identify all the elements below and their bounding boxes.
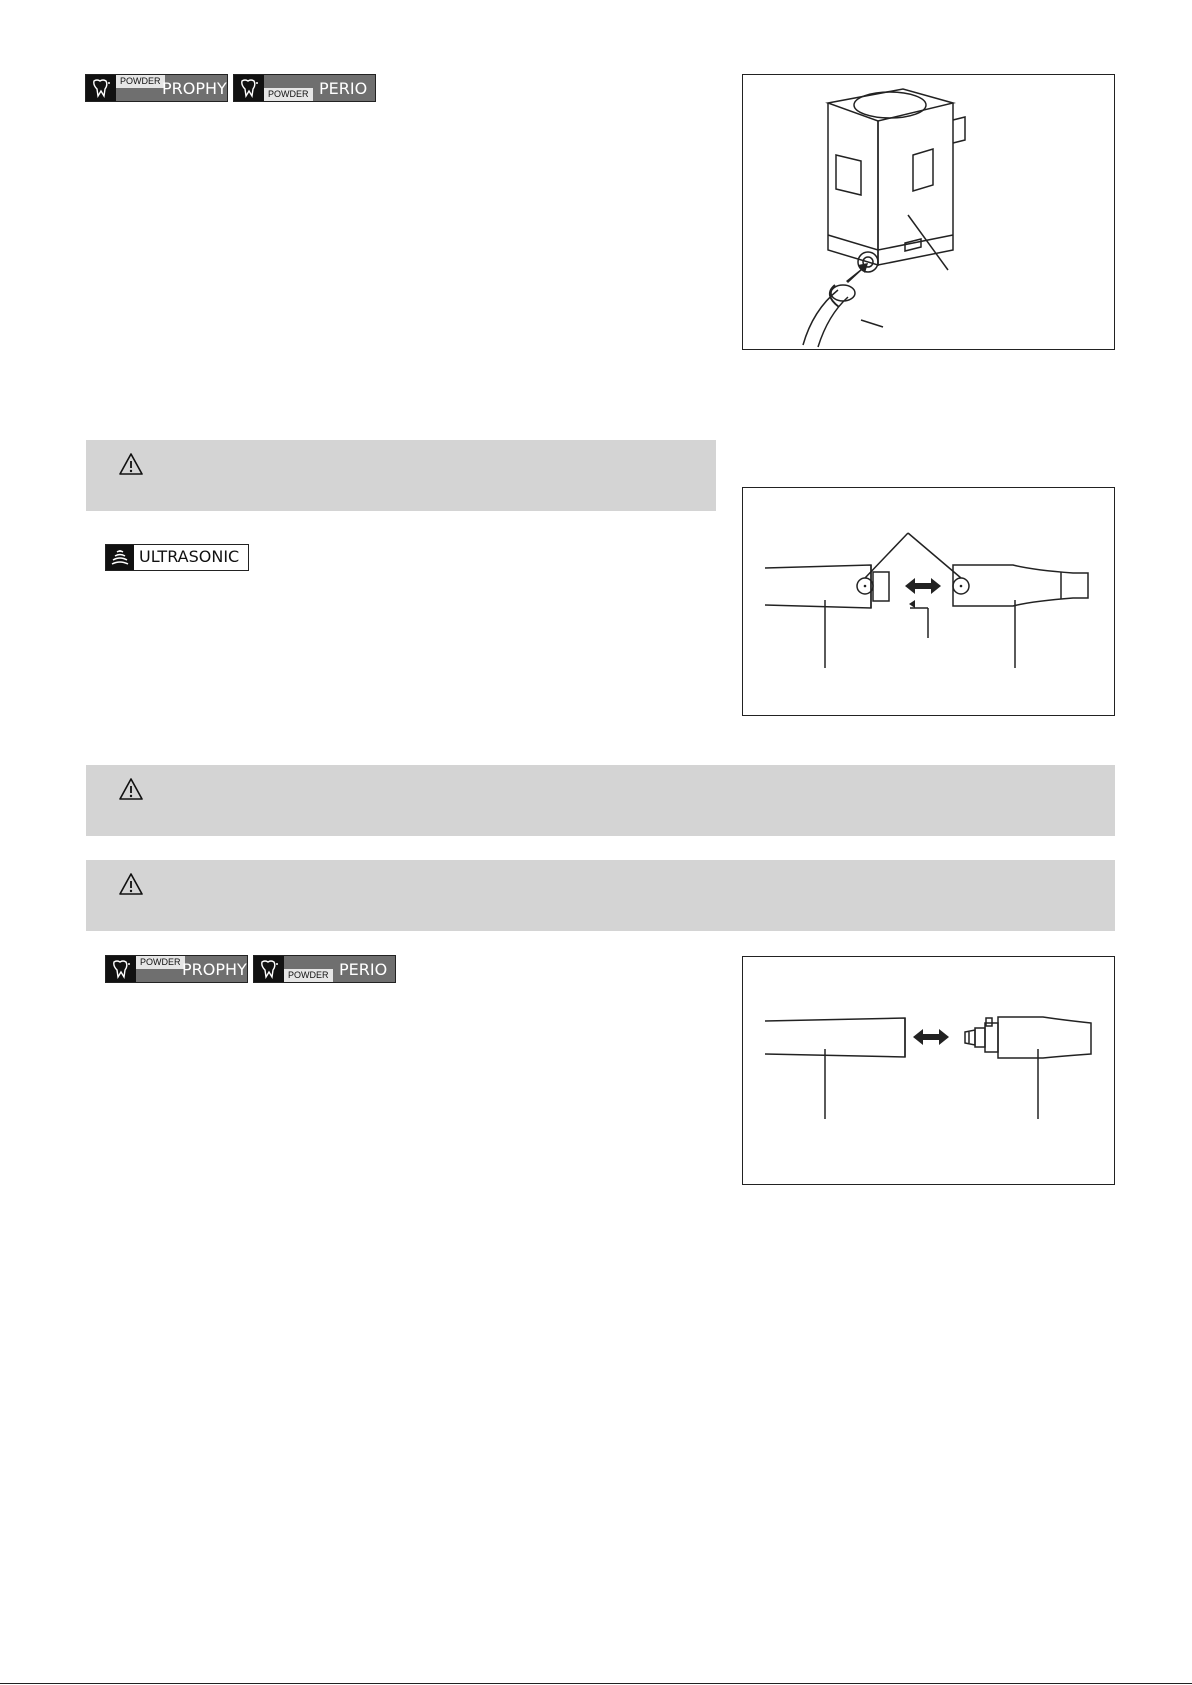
tooth-icon <box>234 75 264 101</box>
ultrasonic-badge <box>105 544 249 571</box>
warning-triangle-icon <box>118 777 144 801</box>
warning-box <box>86 440 716 511</box>
figure-powder-chamber <box>742 74 1115 350</box>
warning-triangle-icon <box>118 452 144 476</box>
powder-handpiece-connection-illustration <box>743 957 1116 1186</box>
ultrasonic-connection-illustration <box>743 488 1116 717</box>
tooth-icon <box>106 956 136 982</box>
powder-label: POWDER <box>116 75 165 88</box>
powder-perio-badge <box>253 955 396 983</box>
tooth-icon <box>254 956 284 982</box>
warning-box <box>86 765 1115 836</box>
powder-chamber-illustration <box>743 75 1116 351</box>
figure-ultrasonic-connection <box>742 487 1115 716</box>
powder-perio-badge <box>233 74 376 102</box>
figure-powder-handpiece-connection <box>742 956 1115 1185</box>
prophy-label: PROPHY <box>162 79 227 98</box>
ultrasonic-waves-icon <box>106 545 134 570</box>
perio-label: PERIO <box>339 960 388 979</box>
powder-prophy-badge <box>105 955 248 983</box>
powder-prophy-badge <box>85 74 228 102</box>
powder-label: POWDER <box>284 969 333 982</box>
warning-triangle-icon <box>118 872 144 896</box>
warning-box <box>86 860 1115 931</box>
ultrasonic-label: ULTRASONIC <box>139 547 240 566</box>
perio-label: PERIO <box>319 79 368 98</box>
page-footer-rule <box>0 1683 1192 1684</box>
powder-label: POWDER <box>264 88 313 101</box>
powder-label: POWDER <box>136 956 185 969</box>
tooth-icon <box>86 75 116 101</box>
prophy-label: PROPHY <box>182 960 247 979</box>
